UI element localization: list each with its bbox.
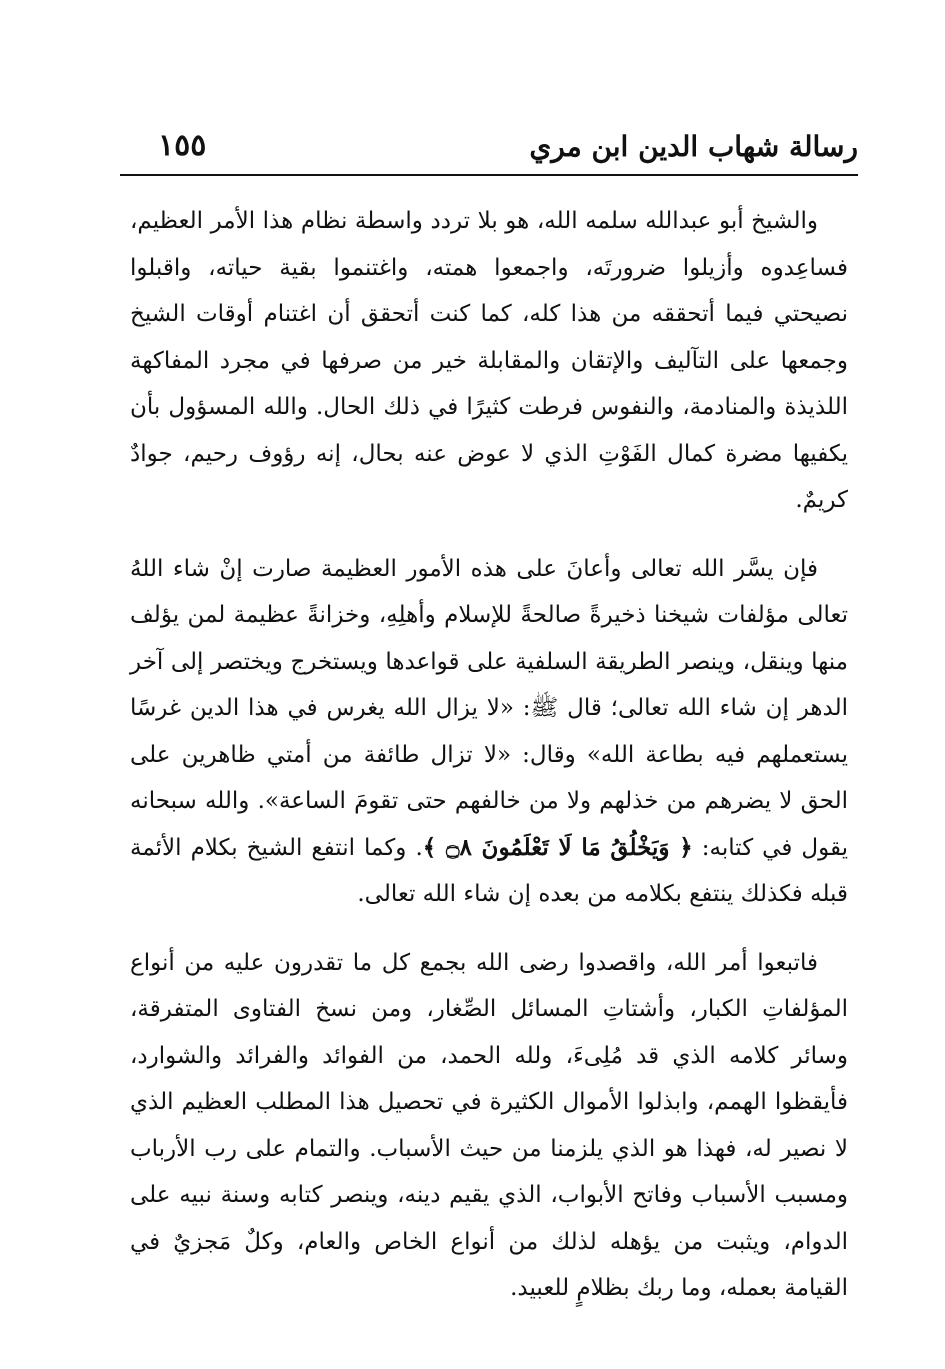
page-number: ١٥٥ <box>158 128 207 163</box>
quran-verse: ﴿ وَيَخْلُقُ مَا لَا تَعْلَمُونَ ۝٨ ﴾ <box>422 833 693 861</box>
paragraph-2 <box>130 546 848 918</box>
running-title: رسالة شهاب الدين ابن مري <box>529 130 858 163</box>
page-header <box>118 128 858 178</box>
paragraph-3: فاتبعوا أمر الله، واقصدوا رضى الله بجمع كل ما تقدرون عليه من أنواع المؤلفاتِ الكبار، وأشتاتِ المسائل الصِّغار، ومن نسخ الفتاوى المتفرقة، وسائر كلامه الذي قد مُلِىءَ، ولله الحمد، من الفوائد والفرائد والشوارد، فأيقظوا الهمم، وابذلوا الأموال الكثيرة في تحصيل هذا المطلب العظيم الذي لا نصير له، فهذا هو الذي يلزمنا من حيث الأسباب. والتمام على رب الأرباب ومسبب الأسباب وفاتح الأبواب، الذي يقيم دينه، وينصر كتابه وسنة نبيه على الدوام، ويثبت من يؤهله لذلك من أنواع الخاص والعام، وكلٌ مَجزيٌ في القيامة بعمله، وما ربك بظلامٍ للعبيد. <box>130 949 848 1301</box>
header-divider <box>120 174 858 176</box>
main-text <box>130 198 848 1312</box>
paragraph-1: والشيخ أبو عبدالله سلمه الله، هو بلا تردد واسطة نظام هذا الأمر العظيم، فساعِدوه وأزيلوا ضرورتَه، واجمعوا همته، واغتنموا بقية حياته، واقبلوا نصيحتي فيما أتحققه من هذا كله، كما كنت أتحقق أن اغتنام أوقات الشيخ وجمعها على التآليف والإتقان والمقابلة خير من صرفها في مجرد المفاكهة اللذيذة والمنادمة، والنفوس فرطت كثيرًا في ذلك الحال. والله المسؤول بأن يكفيها مضرة كمال الفَوْتِ الذي لا عوض عنه بحال، إنه رؤوف رحيم، جوادٌ كريمٌ. <box>130 208 848 513</box>
paragraph-2-text-before-verse: فإن يسَّر الله تعالى وأعانَ على هذه الأمور العظيمة صارت إنْ شاء اللهُ تعالى مؤلفات شيخنا ذخيرةً صالحةً للإسلام وأهلِهِ، وخزانةً عظيمة لمن يؤلف منها وينقل، وينصر الطريقة السلفية على قواعدها ويستخرج ويختصر إلى آخر الدهر إن شاء الله تعالى؛ قال ﷺ: «لا يزال الله يغرس في هذا الدين غرسًا يستعملهم فيه بطاعة الله» وقال: «لا تزال طائفة من أمتي ظاهرين على الحق لا يضرهم من خذلهم ولا من خالفهم حتى تقومَ الساعة». والله سبحانه يقول في كتابه: <box>130 555 849 861</box>
paragraph-2-text-after-verse: . وكما انتفع الشيخ بكلام الأئمة قبله فكذلك ينتفع بكلامه من بعده إن شاء الله تعالى. <box>130 834 848 907</box>
